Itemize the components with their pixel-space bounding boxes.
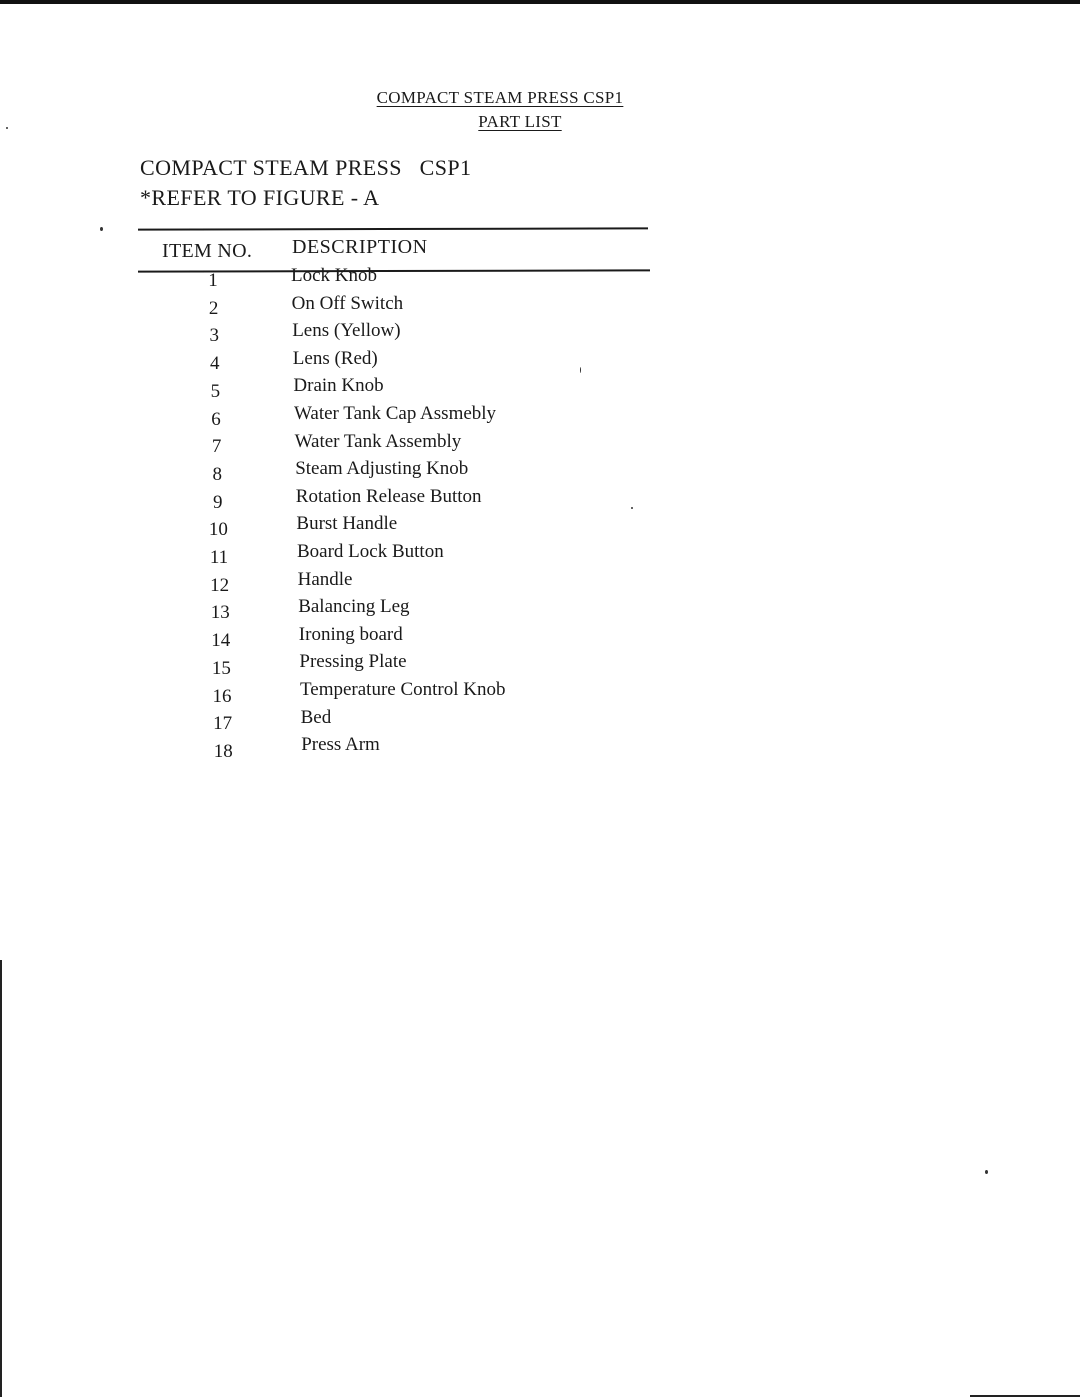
column-header-description: DESCRIPTION bbox=[292, 236, 428, 258]
scan-speck bbox=[100, 227, 103, 231]
item-number: 7 bbox=[211, 436, 222, 458]
table-row bbox=[0, 432, 520, 460]
item-description: Temperature Control Knob bbox=[300, 679, 506, 700]
item-number: 5 bbox=[210, 380, 221, 402]
scan-speck bbox=[631, 507, 633, 509]
document-subheading: PART LIST bbox=[478, 112, 562, 131]
item-number: 11 bbox=[209, 547, 229, 568]
document-header bbox=[360, 86, 640, 134]
table-row bbox=[0, 377, 520, 405]
table-row bbox=[0, 598, 520, 626]
item-description: Bed bbox=[300, 706, 332, 728]
item-number: 8 bbox=[212, 463, 222, 485]
table-row bbox=[0, 349, 520, 377]
table-row bbox=[0, 485, 520, 516]
scan-speck bbox=[985, 1170, 988, 1174]
section-heading bbox=[140, 153, 471, 213]
table-row bbox=[0, 734, 520, 765]
table-top-rule bbox=[138, 227, 648, 230]
item-description: Lens (Red) bbox=[292, 347, 378, 369]
item-number: 9 bbox=[213, 491, 223, 513]
column-header-item-no: ITEM NO. bbox=[162, 240, 253, 262]
table-row bbox=[0, 460, 520, 488]
item-number: 13 bbox=[210, 602, 230, 624]
item-number: 17 bbox=[213, 713, 233, 735]
item-number: 18 bbox=[213, 740, 233, 762]
item-number: 16 bbox=[212, 685, 232, 707]
item-number: 3 bbox=[209, 325, 219, 347]
item-description: Lock Knob bbox=[291, 265, 378, 286]
item-description: Pressing Plate bbox=[299, 651, 407, 673]
item-description: Water Tank Assembly bbox=[294, 430, 462, 452]
table-row bbox=[0, 405, 520, 433]
item-description: Balancing Leg bbox=[298, 596, 410, 618]
section-heading-reference: *REFER TO FIGURE - A bbox=[140, 185, 380, 210]
item-number: 15 bbox=[211, 657, 231, 679]
item-description: Press Arm bbox=[301, 734, 380, 756]
item-number: 10 bbox=[208, 519, 228, 541]
scan-speck bbox=[580, 367, 581, 373]
table-row bbox=[0, 294, 520, 322]
item-description: Lens (Yellow) bbox=[292, 320, 401, 342]
item-description: Rotation Release Button bbox=[295, 485, 482, 507]
table-row bbox=[0, 515, 520, 543]
item-description: Steam Adjusting Knob bbox=[295, 458, 469, 480]
item-number: 2 bbox=[208, 297, 219, 319]
item-description: On Off Switch bbox=[291, 292, 404, 314]
table-row bbox=[0, 706, 520, 737]
table-row bbox=[0, 679, 520, 710]
table-row bbox=[0, 266, 520, 294]
table-row bbox=[0, 543, 520, 571]
item-description: Handle bbox=[297, 568, 353, 590]
scan-speck bbox=[6, 127, 8, 129]
scan-edge-left bbox=[0, 960, 2, 1397]
item-number: 12 bbox=[210, 574, 230, 596]
table-row bbox=[0, 623, 520, 654]
item-description: Burst Handle bbox=[296, 513, 398, 535]
item-description: Drain Knob bbox=[293, 375, 384, 397]
item-number: 4 bbox=[210, 353, 220, 375]
item-description: Water Tank Cap Assmebly bbox=[294, 403, 497, 424]
table-row bbox=[0, 651, 520, 682]
table-row bbox=[0, 568, 520, 599]
scan-edge-top bbox=[0, 0, 1080, 4]
item-number: 6 bbox=[211, 408, 221, 430]
item-description: Board Lock Button bbox=[297, 541, 444, 562]
document-title: COMPACT STEAM PRESS CSP1 bbox=[376, 88, 624, 107]
table-row bbox=[0, 321, 520, 349]
item-number: 1 bbox=[208, 270, 218, 291]
item-number: 14 bbox=[211, 630, 231, 652]
item-description: Ironing board bbox=[298, 623, 403, 645]
section-heading-product: COMPACT STEAM PRESS CSP1 bbox=[140, 155, 472, 180]
